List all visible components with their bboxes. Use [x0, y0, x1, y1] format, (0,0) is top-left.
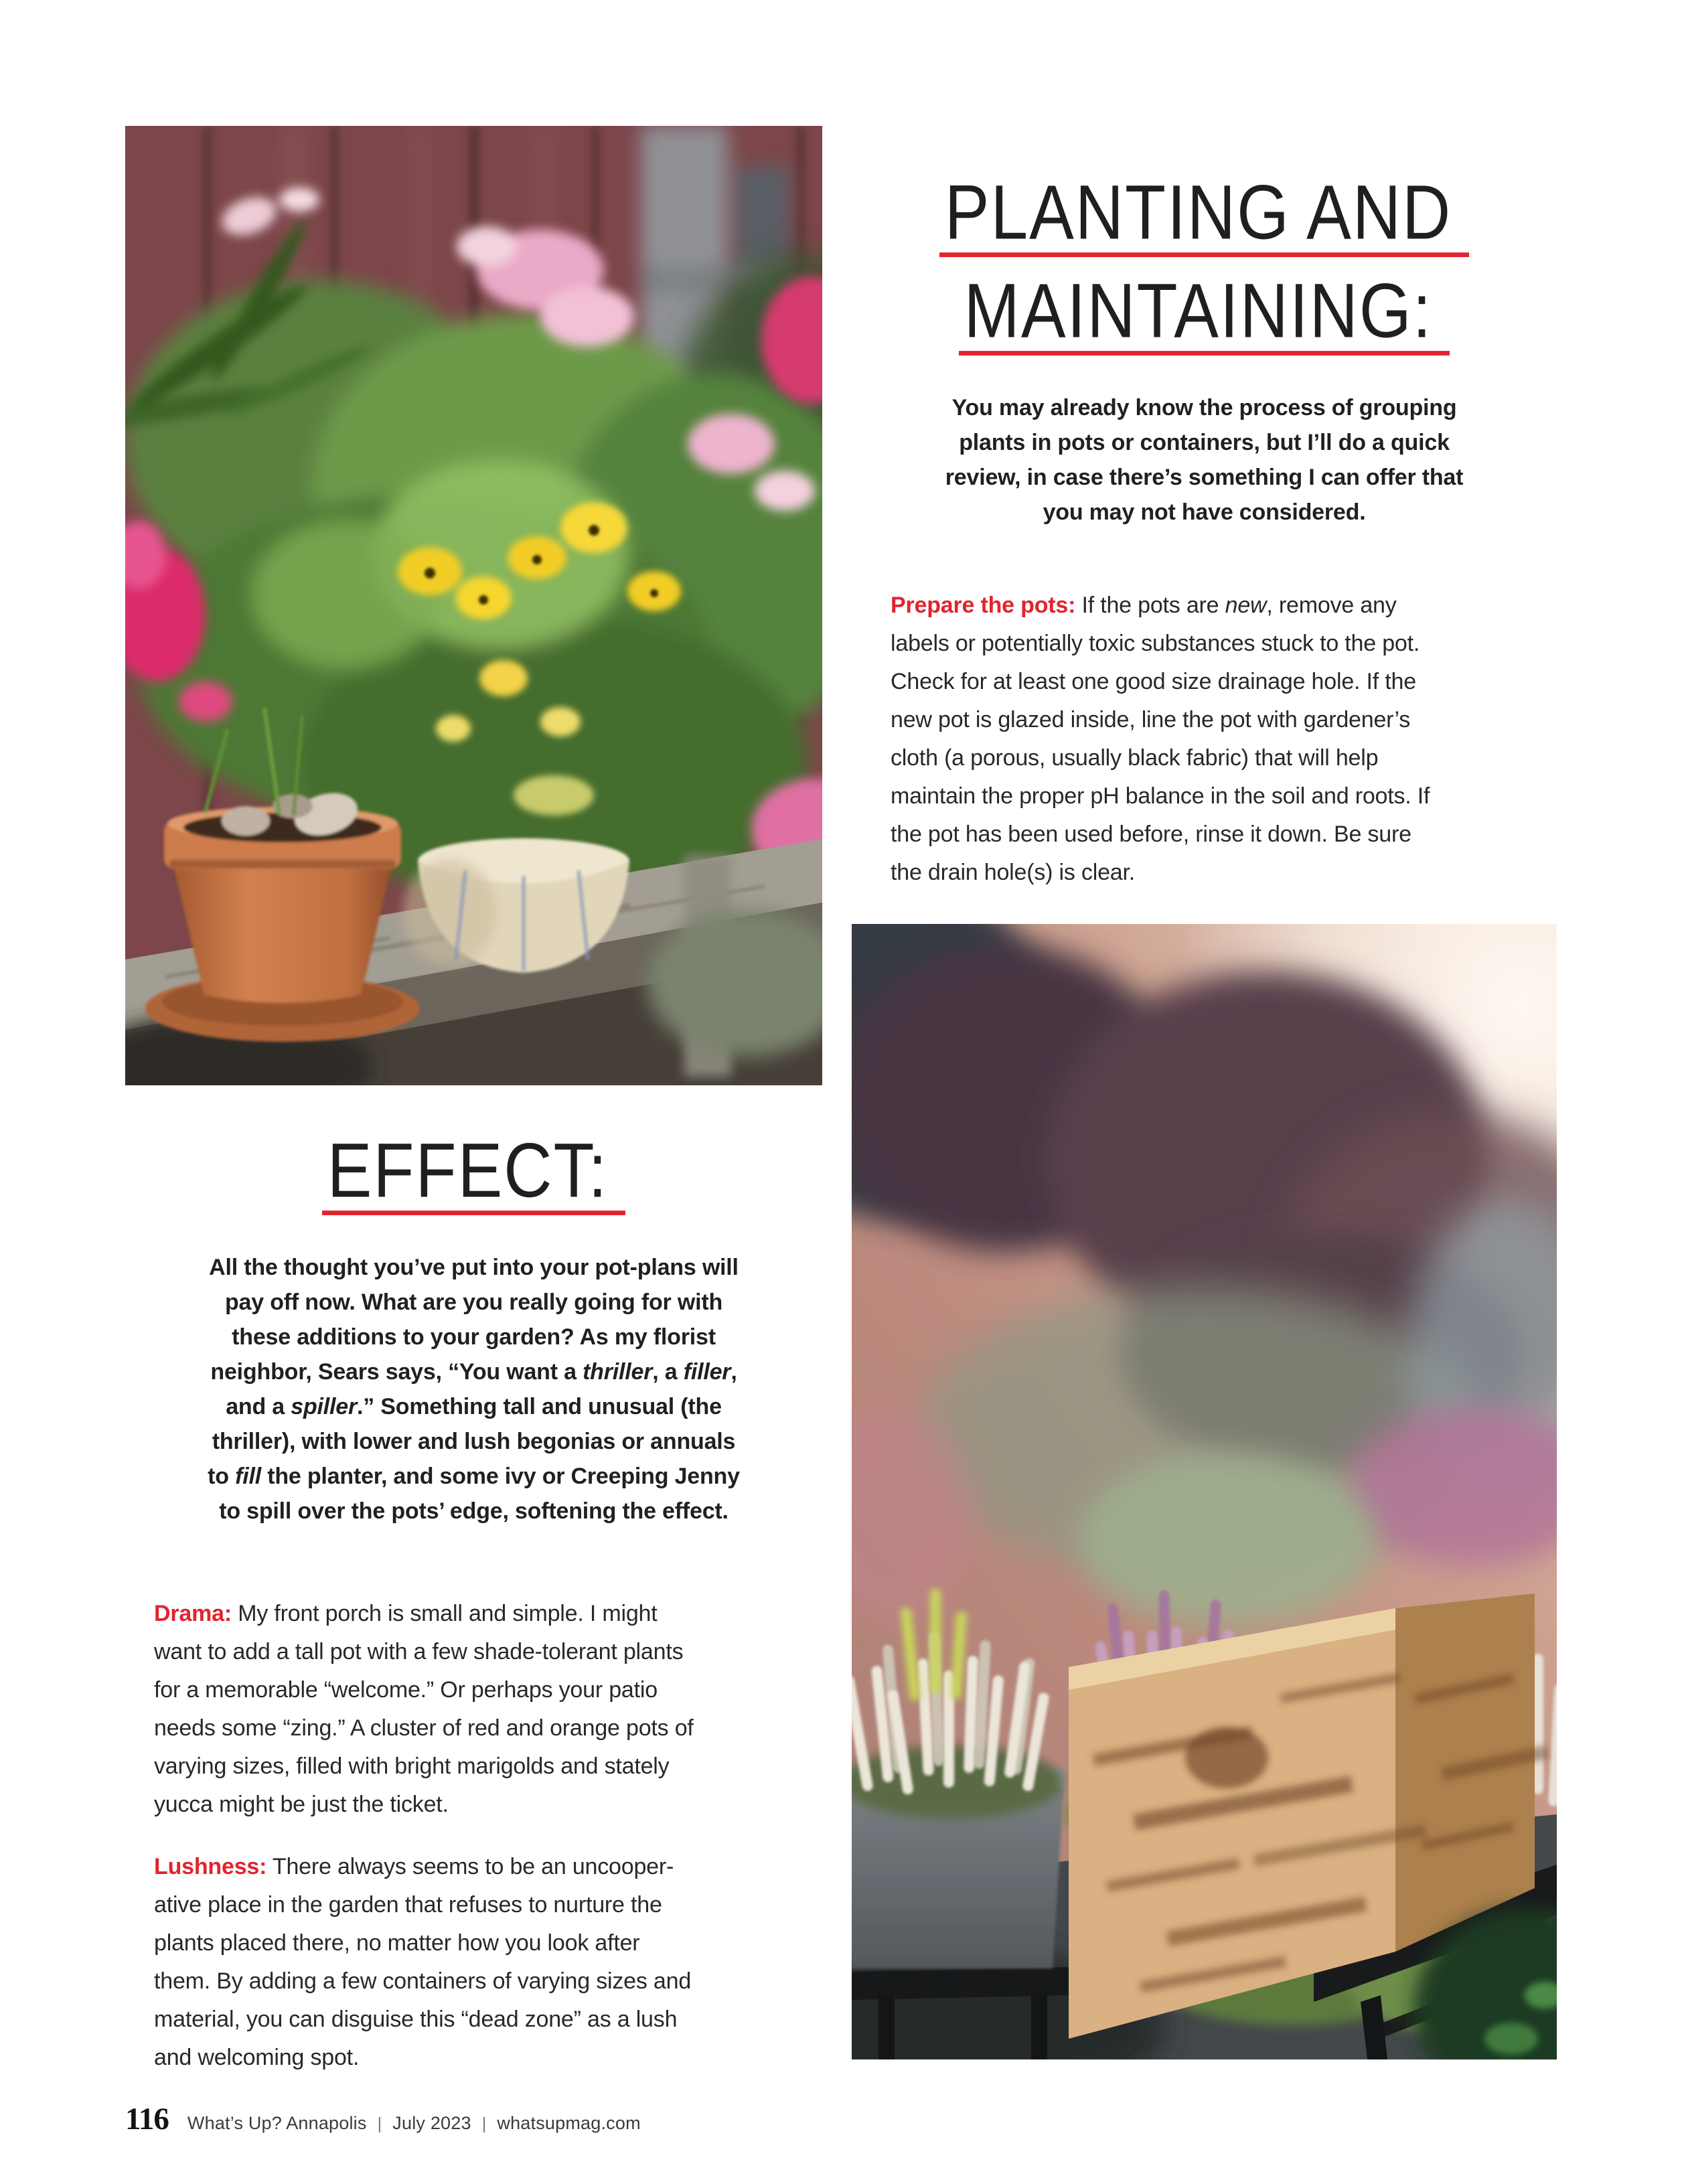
footer-date: July 2023 [392, 2113, 471, 2133]
drama-text: My front porch is small and simple. I might want to add a tall pot with a few shade-tolerant plants for a memorable “welcome.” Or perhaps your patio needs some “zing.” A cluster of red and orange pots of varying sizes, filled with bright marigolds and stately yucca might be just the ticket. [154, 1601, 694, 1817]
prepare-pots-text: If the pots are new, remove any labels or potentially toxic substances stuck to the pot. Check for at least one good size drainage hole. If the new pot is glazed inside, line the pot with gardener’s cloth (a porous, usually black fabric) that will help maintain the proper pH balance in the soil and roots. If the pot has been used before, rinse it down. Be sure the drain hole(s) is clear. [891, 593, 1430, 885]
page-number: 116 [125, 2102, 169, 2136]
prepare-pots-paragraph [891, 587, 1430, 892]
section-heading-planting [852, 169, 1557, 356]
heather-planter-photo [852, 924, 1557, 2059]
heading-line-1: PLANTING AND [939, 181, 1470, 257]
heading-line-2: MAINTAINING: [959, 279, 1450, 356]
drama-label: Drama: [154, 1601, 232, 1626]
garden-pots-photo [125, 126, 822, 1085]
prepare-pots-label: Prepare the pots: [891, 593, 1076, 618]
page-footer [125, 2101, 641, 2137]
footer-separator: | [377, 2114, 382, 2133]
section-heading-effect [125, 1127, 822, 1215]
effect-heading-line: EFFECT: [322, 1139, 626, 1215]
footer-meta [187, 2113, 641, 2134]
footer-website: whatsupmag.com [497, 2113, 641, 2133]
garden-pots-photo-art [125, 126, 822, 1085]
lushness-paragraph [154, 1848, 691, 2077]
footer-separator: | [481, 2114, 487, 2133]
lushness-label: Lushness: [154, 1854, 267, 1879]
lushness-text: There always seems to be an uncooper- ative place in the garden that refuses to nurture the plants placed there, no matter how you look after them. By adding a few containers of varying sizes and material, you can disguise this “dead zone” as a lush and welcoming spot. [154, 1854, 692, 2070]
footer-magazine: What’s Up? Annapolis [187, 2113, 367, 2133]
effect-intro: All the thought you’ve put into your pot-plans will pay off now. What are you really going for with these additions to your garden? As my florist neighbor, Sears says, “You want a thriller, a filler, and a spiller.” Something tall and unusual (the thriller), with lower and lush begonias or annuals to fill the planter, and some ivy or Creeping Jenny to spill over the pots’ edge, softening the effect. [208, 1255, 740, 1524]
planting-intro: You may already know the process of grouping plants in pots or containers, but I’ll do a quick review, in case there’s something I can offer that you may not have considered. [945, 395, 1464, 525]
drama-paragraph [154, 1595, 694, 1824]
heather-planter-photo-art [852, 924, 1557, 2059]
